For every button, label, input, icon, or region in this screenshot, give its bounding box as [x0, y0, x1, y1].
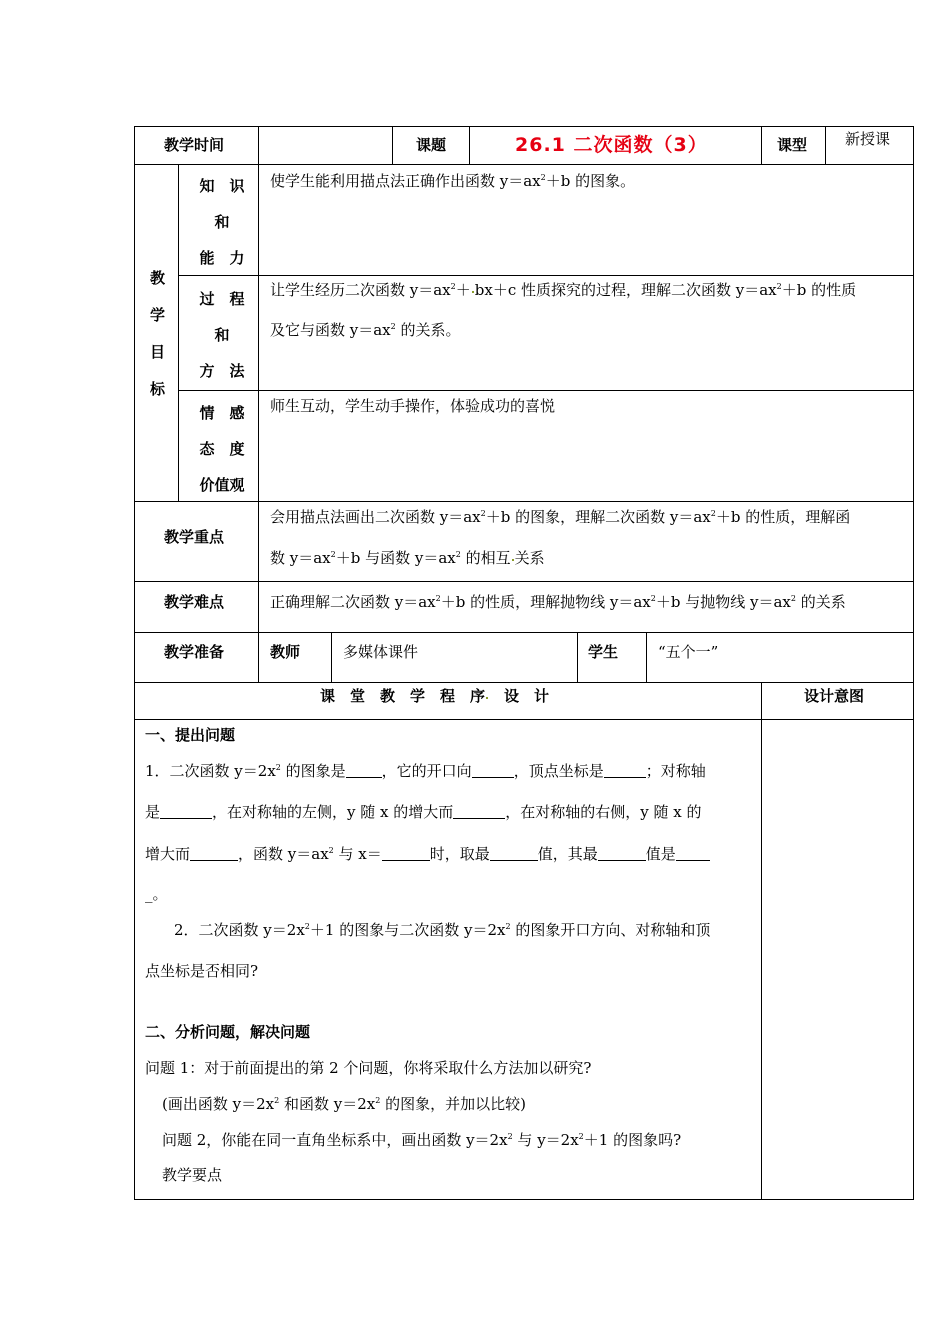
col-divider [646, 632, 647, 683]
difficulties-label: 教学难点 [164, 593, 225, 611]
col-divider [761, 682, 762, 1200]
key-points-line2: 数 $y=ax^2+b$ 与函数 $y=ax^2$ 的相互 关系 [270, 549, 545, 567]
type-label: 课型 [777, 136, 808, 154]
problem2-text: 问题 2，你能在同一直角坐标系中，画出函数 $y=2x^2$ 与 $y=2x^2+1$ 的图象吗? [162, 1131, 682, 1149]
row-divider [134, 164, 914, 165]
teaching-points: 教学要点 [162, 1166, 223, 1184]
row-divider [178, 275, 914, 276]
intent-header: 设计意图 [804, 687, 865, 705]
row-divider [134, 719, 914, 720]
key-points-label: 教学重点 [164, 528, 225, 546]
process-text-line2: 及它与函数 $y=ax^2$ 的关系。 [270, 321, 461, 339]
col-divider [178, 164, 179, 502]
student-label: 学生 [588, 643, 619, 661]
problem1-text: 问题 1：对于前面提出的第 2 个问题，你将采取什么方法加以研究? [145, 1059, 592, 1077]
row-divider [134, 682, 914, 683]
emotion-text: 师生互动，学生动手操作，体验成功的喜悦 [270, 397, 556, 415]
row-divider [134, 501, 914, 502]
topic-title: 26.1 二次函数（3） [515, 134, 708, 156]
question1-line4: _。 [145, 885, 168, 903]
col-divider [392, 126, 393, 165]
row-divider [178, 390, 914, 391]
type-value: 新授课 [845, 130, 891, 148]
question1-line3: 增大而 ，函数 $y=ax^2$ 与 x＝ 时，取最 值，其最 值是 [145, 844, 710, 864]
preparation-label: 教学准备 [164, 643, 225, 661]
difficulties-text: 正确理解二次函数 $y=ax^2+b$ 的性质，理解抛物线 $y=ax^2+b$ 与抛物线 $y=ax^2$ 的关系 [270, 593, 846, 611]
col-divider [825, 126, 826, 165]
process-text-line1: 让学生经历二次函数 $y=ax^2+ bx+c$ 性质探究的过程，理解二次函数 $y=ax^2+b$ 的性质 [270, 281, 857, 299]
topic-label: 课题 [416, 136, 447, 154]
key-points-line1: 会用描点法画出二次函数 $y=ax^2+b$ 的图象，理解二次函数 $y=ax^2+b$ 的性质，理解函 [270, 508, 851, 526]
teacher-label: 教师 [270, 643, 301, 661]
teacher-value: 多媒体课件 [343, 643, 419, 661]
problem1-hint: (画出函数 $y=2x^2$ 和函数 $y=2x^2$ 的图象，并加以比较) [162, 1095, 526, 1113]
col-divider [331, 632, 332, 683]
question2-line2: 点坐标是否相同? [145, 962, 259, 980]
student-value: “五个一” [658, 643, 719, 661]
col-divider [577, 632, 578, 683]
objectives-group-label: 教 学 目 标 [150, 269, 166, 398]
row-divider [134, 581, 914, 582]
question2-line1: 2．二次函数 $y=2x^2+1$ 的图象与二次函数 $y=2x^2$ 的图象开口方向、对称轴和顶 [174, 921, 711, 939]
row-divider [134, 632, 914, 633]
question1-line2: 是 ，在对称轴的左侧，y 随 x 的增大而 ，在对称轴的右侧，y 随 x 的 [145, 803, 702, 821]
section2-title: 二、分析问题，解决问题 [145, 1023, 311, 1041]
section1-title: 一、提出问题 [145, 726, 236, 744]
col-divider [469, 126, 470, 165]
process-label: 过 程 和 方 法 [199, 290, 245, 380]
emotion-label: 情 感 态 度 价值观 [199, 404, 245, 494]
knowledge-text: 使学生能利用描点法正确作出函数 $y=ax^2+b$ 的图象。 [270, 172, 636, 190]
col-divider [761, 126, 762, 165]
procedure-header: 课 堂 教 学 程 序 设 计 [320, 687, 550, 705]
col-divider [258, 126, 259, 682]
question1-line1: 1．二次函数 $y=2x^2$ 的图象是 ，它的开口向 ，顶点坐标是 ；对称轴 [145, 762, 706, 780]
knowledge-label: 知 识 和 能 力 [199, 177, 245, 267]
time-label: 教学时间 [164, 136, 225, 154]
